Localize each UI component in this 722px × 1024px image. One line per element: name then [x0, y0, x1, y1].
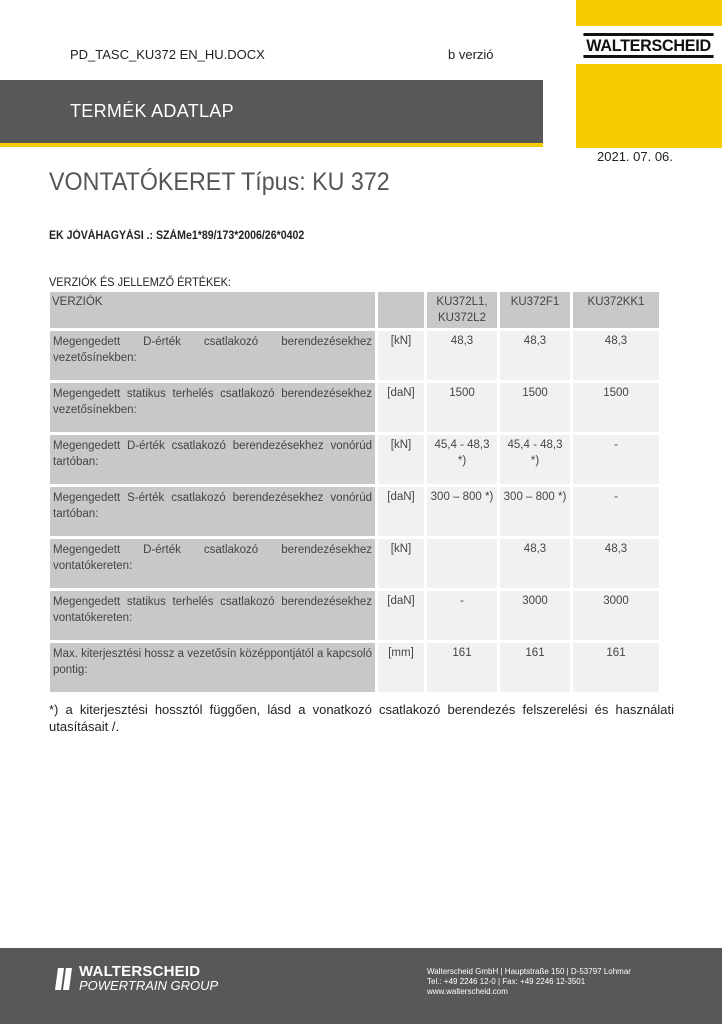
document-version: b verzió: [448, 47, 494, 62]
logo-text: WALTERSCHEID: [584, 33, 714, 58]
row-value-2: 48,3: [500, 331, 570, 380]
approval-number: EK JÓVÁHAGYÁSI .: SZÁMe1*89/173*2006/26*0402: [49, 230, 305, 242]
row-value-3: 161: [573, 643, 659, 692]
row-value-1: 45,4 - 48,3 *): [427, 435, 497, 484]
header-unit: [378, 292, 424, 328]
table-row: [50, 539, 659, 588]
row-description: Megengedett S-érték csatlakozó berendezésekhez vonórúd tartóban:: [50, 487, 375, 536]
row-value-3: -: [573, 487, 659, 536]
row-value-3: 48,3: [573, 331, 659, 380]
table-row: [50, 383, 659, 432]
footer-address: Walterscheid GmbH | Hauptstraße 150 | D-53797 Lohmar: [427, 967, 631, 976]
document-filename: PD_TASC_KU372 EN_HU.DOCX: [70, 47, 265, 62]
row-value-2: 161: [500, 643, 570, 692]
table-row: [50, 435, 659, 484]
header-col-ku372kk1: KU372KK1: [573, 292, 659, 328]
table-row: [50, 591, 659, 640]
row-value-3: -: [573, 435, 659, 484]
footer-logo: [55, 964, 218, 993]
row-value-1: 1500: [427, 383, 497, 432]
header-col-ku372l1: KU372L1, KU372L2: [427, 292, 497, 328]
document-date: 2021. 07. 06.: [597, 149, 673, 164]
table-row: [50, 643, 659, 692]
footer-phone: Tel.: +49 2246 12-0 | Fax: +49 2246 12-3501: [427, 977, 586, 986]
row-value-2: 48,3: [500, 539, 570, 588]
row-value-1: [427, 539, 497, 588]
table-header-row: [50, 292, 659, 328]
brand-yellow-block: [576, 0, 722, 148]
row-value-1: 300 – 800 *): [427, 487, 497, 536]
row-value-2: 3000: [500, 591, 570, 640]
row-value-2: 300 – 800 *): [500, 487, 570, 536]
footer-contact-info: [427, 967, 631, 997]
row-value-2: 45,4 - 48,3 *): [500, 435, 570, 484]
spec-table: [47, 289, 662, 695]
row-value-1: 161: [427, 643, 497, 692]
row-description: Megengedett statikus terhelés csatlakozó berendezésekhez vontatókereten:: [50, 591, 375, 640]
footnote: *) a kiterjesztési hossztól függően, lásd a vonatkozó csatlakozó berendezés felszerelési és használati utasításait /.: [49, 702, 674, 734]
row-unit: [kN]: [378, 539, 424, 588]
footer-logo-line2: POWERTRAIN GROUP: [79, 978, 219, 993]
footer-website: www.walterscheid.com: [427, 987, 508, 996]
section-label: VERZIÓK ÉS JELLEMZŐ ÉRTÉKEK:: [49, 277, 231, 289]
table-row: [50, 331, 659, 380]
row-value-1: -: [427, 591, 497, 640]
row-description: Megengedett D-érték csatlakozó berendezésekhez vonórúd tartóban:: [50, 435, 375, 484]
row-unit: [daN]: [378, 383, 424, 432]
row-description: Megengedett statikus terhelés csatlakozó berendezésekhez vezetősínekben:: [50, 383, 375, 432]
row-value-1: 48,3: [427, 331, 497, 380]
row-value-3: 3000: [573, 591, 659, 640]
row-unit: [kN]: [378, 435, 424, 484]
row-unit: [kN]: [378, 331, 424, 380]
row-description: Megengedett D-érték csatlakozó berendezésekhez vontatókereten:: [50, 539, 375, 588]
row-unit: [mm]: [378, 643, 424, 692]
header-label: VERZIÓK: [50, 292, 375, 328]
row-value-2: 1500: [500, 383, 570, 432]
row-unit: [daN]: [378, 487, 424, 536]
row-description: Megengedett D-érték csatlakozó berendezésekhez vezetősínekben:: [50, 331, 375, 380]
table-row: [50, 487, 659, 536]
footer-logo-line1: WALTERSCHEID: [79, 963, 201, 980]
row-unit: [daN]: [378, 591, 424, 640]
row-description: Max. kiterjesztési hossz a vezetősín középpontjától a kapcsoló pontig:: [50, 643, 375, 692]
walterscheid-logo: [576, 26, 722, 64]
title-banner-accent: [0, 143, 543, 147]
page-title: VONTATÓKERET Típus: KU 372: [49, 168, 390, 196]
row-value-3: 48,3: [573, 539, 659, 588]
banner-title: TERMÉK ADATLAP: [70, 101, 234, 121]
header-col-ku372f1: KU372F1: [500, 292, 570, 328]
walterscheid-mark-icon: [55, 966, 75, 992]
row-value-3: 1500: [573, 383, 659, 432]
